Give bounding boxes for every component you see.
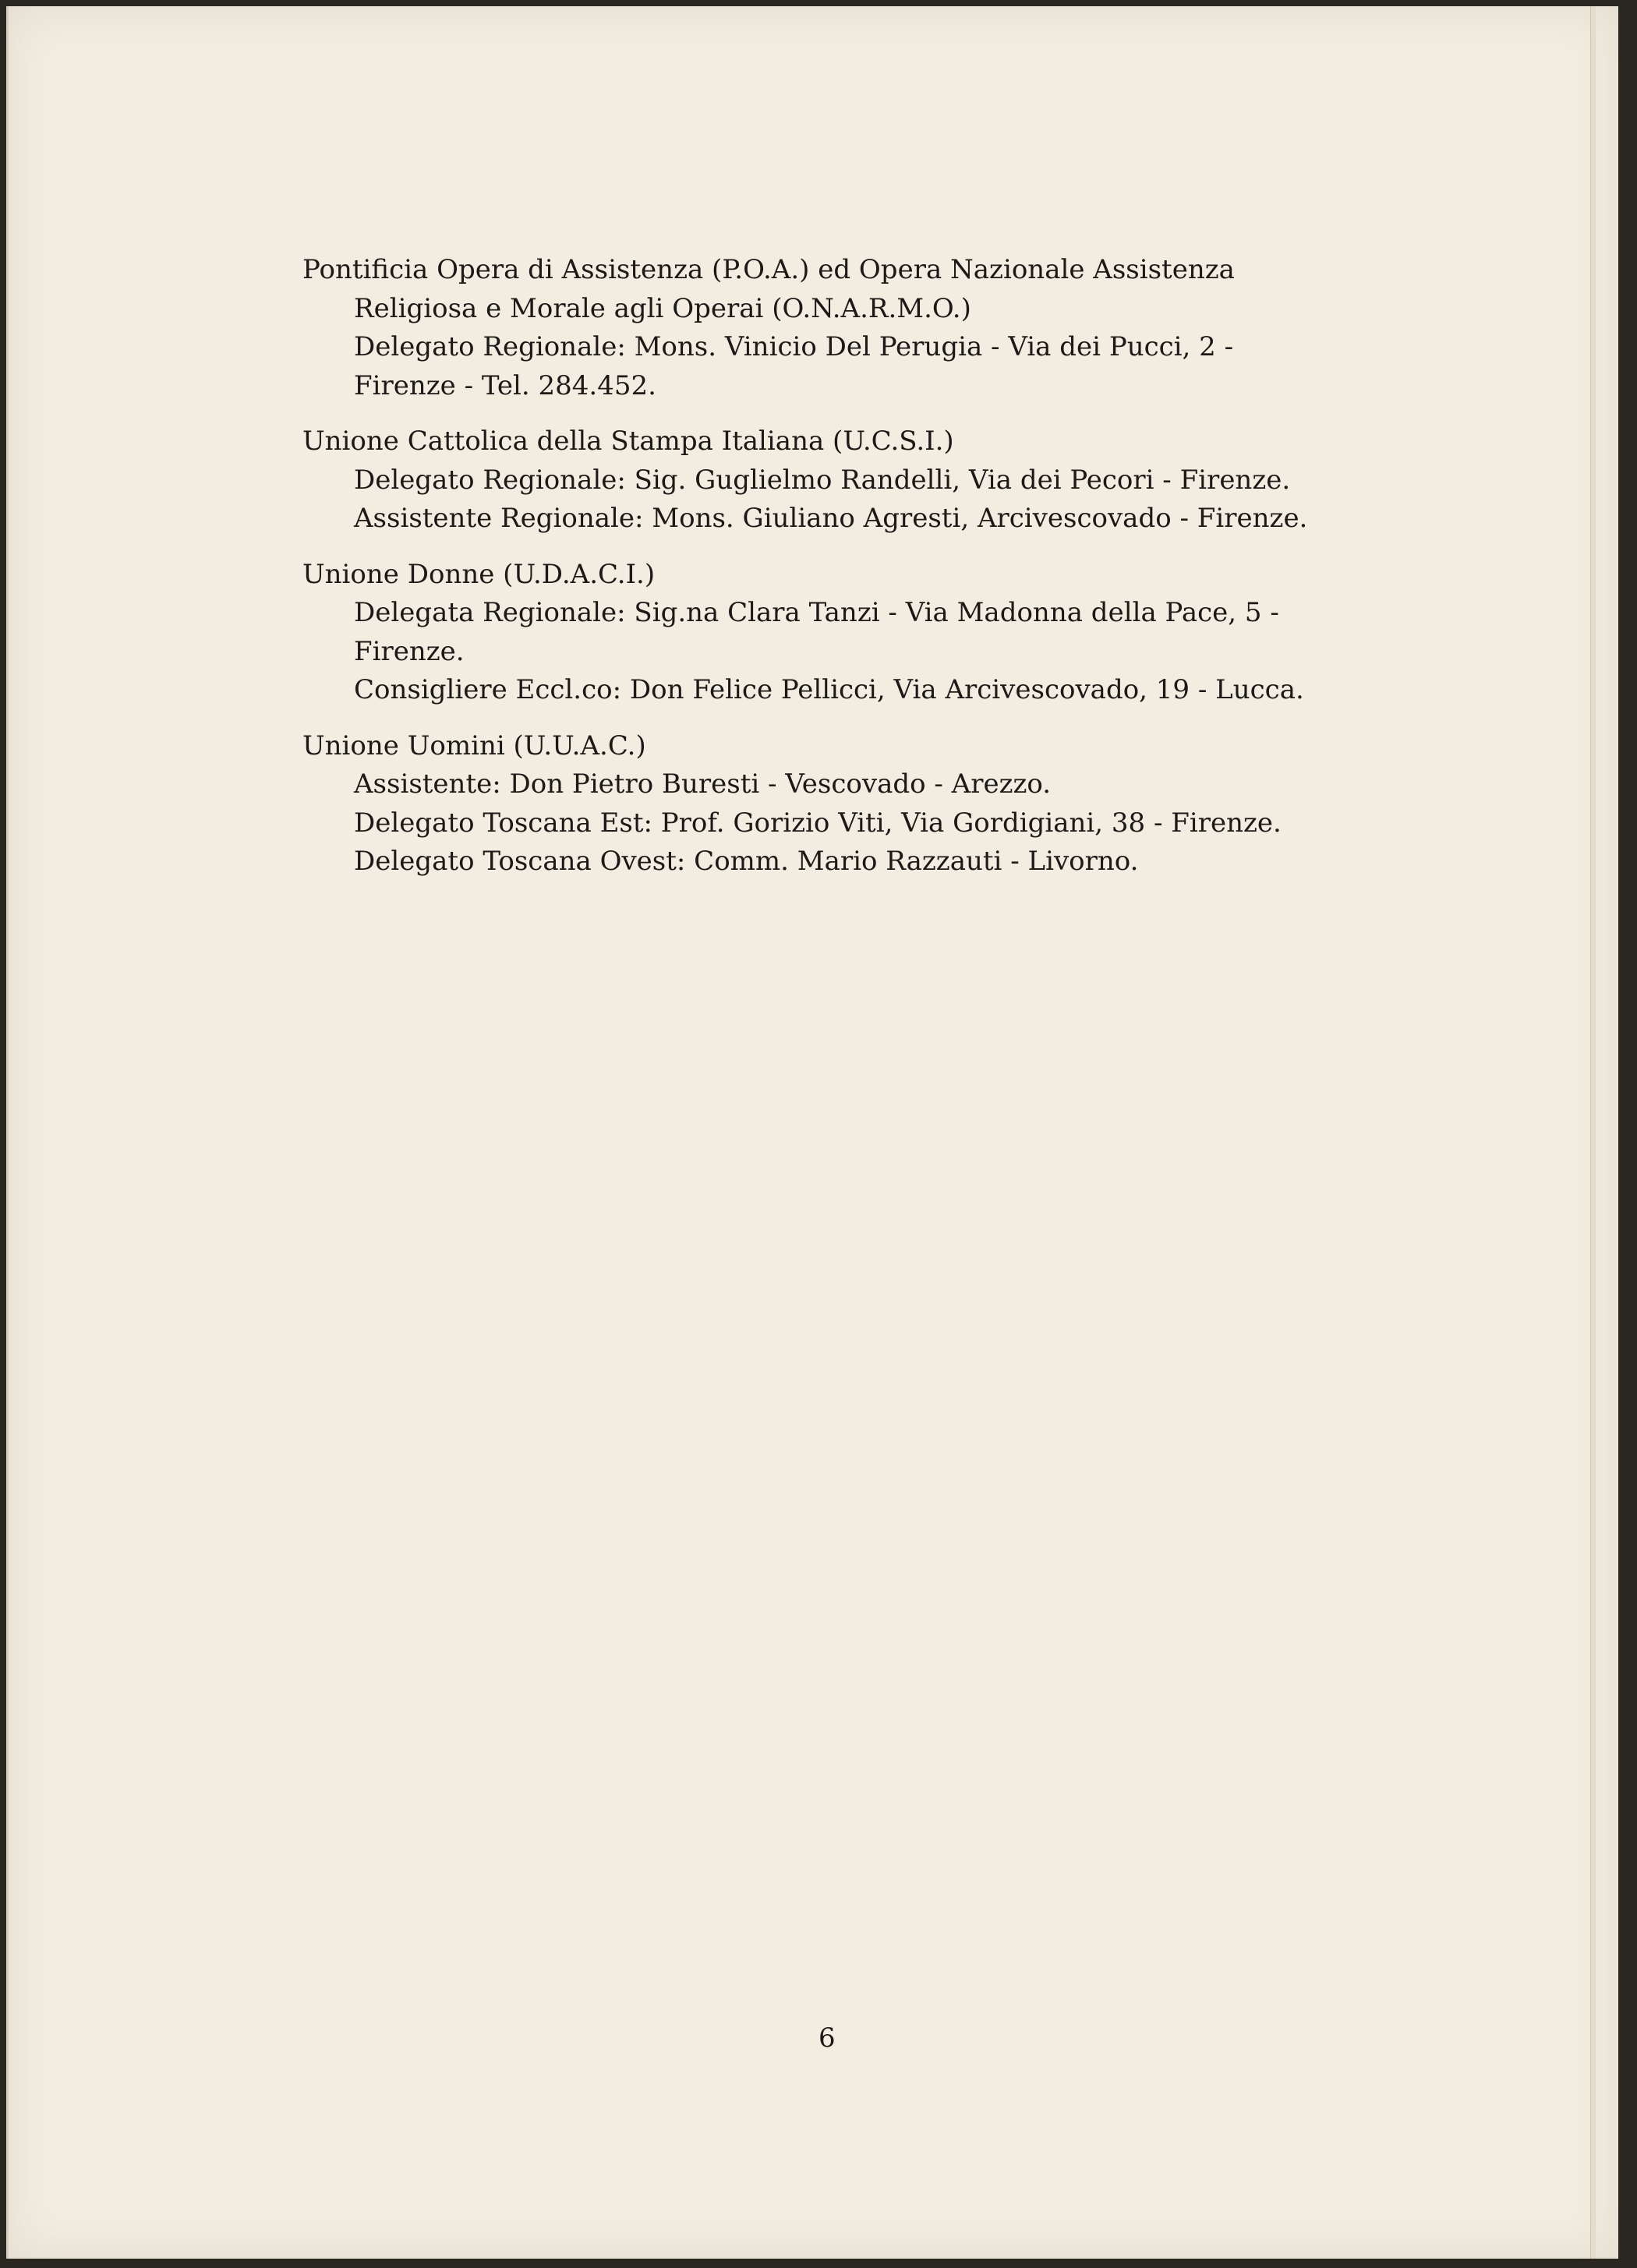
entry-title: Pontificia Opera di Assistenza (P.O.A.) ed Opera Nazionale Assistenza: [302, 254, 1235, 285]
entry-detail: Firenze - Tel. 284.452.: [354, 369, 656, 401]
entry-ucsi: [302, 422, 1355, 539]
entry-poa-onarmo: [302, 251, 1355, 405]
entry-detail: Assistente: Don Pietro Buresti - Vescovado - Arezzo.: [354, 768, 1052, 800]
entry-detail: Firenze.: [354, 635, 465, 667]
entry-detail: Assistente Regionale: Mons. Giuliano Agresti, Arcivescovado - Firenze.: [354, 503, 1308, 534]
entry-detail: Delegato Regionale: Sig. Guglielmo Randelli, Via dei Pecori - Firenze.: [354, 464, 1291, 496]
page-binding-edge: [6, 6, 9, 2259]
entry-udaci: [302, 556, 1355, 710]
entry-detail: Consigliere Eccl.co: Don Felice Pellicci, Via Arcivescovado, 19 - Lucca.: [354, 674, 1304, 705]
entry-detail: Delegato Toscana Ovest: Comm. Mario Razzauti - Livorno.: [354, 846, 1139, 877]
entry-detail: Delegata Regionale: Sig.na Clara Tanzi - Via Madonna della Pace, 5 -: [354, 597, 1279, 628]
entry-title: Unione Uomini (U.U.A.C.): [302, 730, 646, 761]
entry-detail: Delegato Regionale: Mons. Vinicio Del Perugia - Via dei Pucci, 2 -: [354, 331, 1234, 362]
entry-title: Unione Donne (U.D.A.C.I.): [302, 558, 656, 590]
page-right-edge: [1590, 6, 1596, 2259]
entry-title: Unione Cattolica della Stampa Italiana (U.C.S.I.): [302, 426, 954, 457]
entry-detail: Religiosa e Morale agli Operai (O.N.A.R.M.O.): [354, 292, 971, 324]
entry-detail: Delegato Toscana Est: Prof. Gorizio Viti, Via Gordigiani, 38 - Firenze.: [354, 807, 1282, 839]
directory-listing: [302, 251, 1355, 899]
entry-uuac: [302, 727, 1355, 881]
page-number: 6: [818, 2022, 836, 2054]
